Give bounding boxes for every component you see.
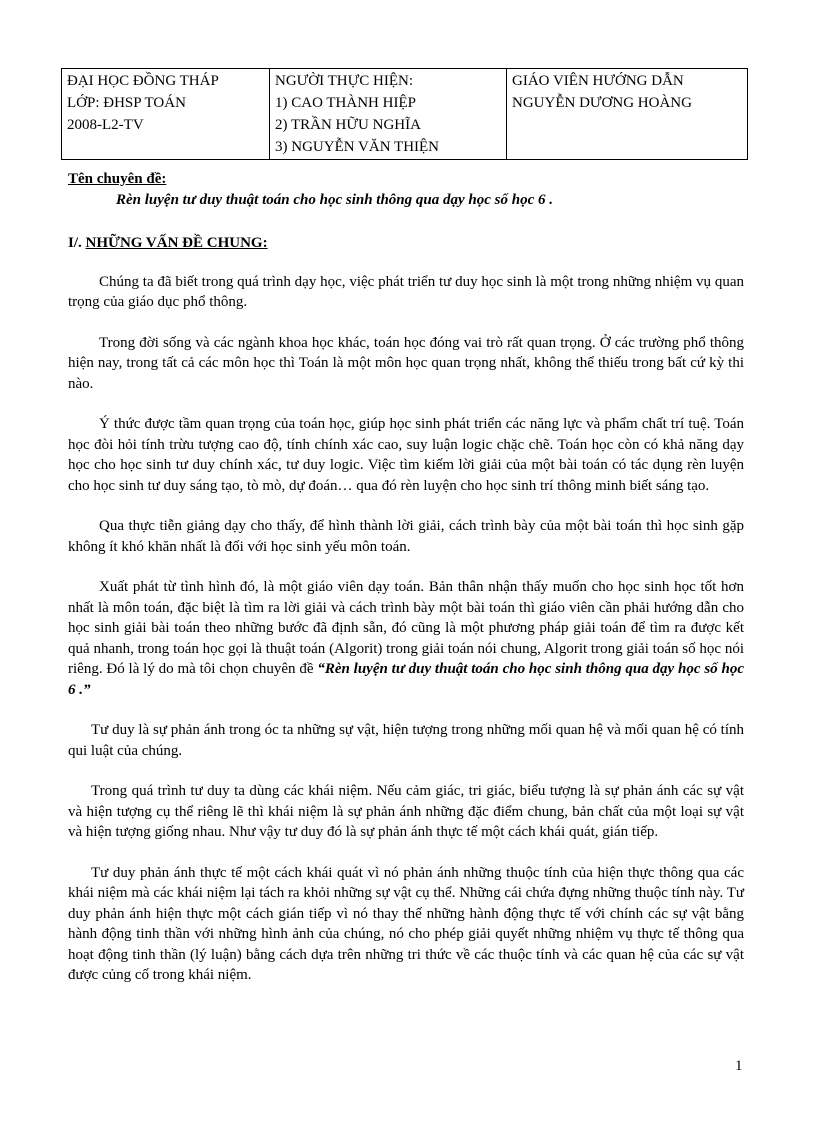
paragraph-4: Qua thực tiễn giảng dạy cho thấy, để hình thành lời giải, cách trình bày của một bài toán thì học sinh gặp không ít khó khăn nhất là đối với học sinh yếu môn toán. xyxy=(68,518,744,555)
paragraph-5-text: Xuất phát từ tình hình đó, là một giáo viên dạy toán. Bản thân nhận thấy muốn cho học sinh học tốt hơn nhất là môn toán, đặc biệt là tìm ra lời giải và cách trình bày một bài toán thì giáo viên cần phải hướng dẫn cho học sinh giải bài toán theo những bước đã định sẵn, đó cũng là một phương pháp giải toán để tìm ra được kết quả nhanh, trong toán học gọi là thuật toán (Algorit) trong giải toán nói chung, Algorit trong giải toán số học nói riêng. Đó là lý do mà tôi chọn chuyên đề xyxy=(68,579,744,677)
header-table xyxy=(61,68,748,160)
header-advisor-name: NGUYỄN DƯƠNG HOÀNG xyxy=(512,95,692,111)
paragraph-5-topic-quote: “Rèn luyện tư duy thuật toán cho học sinh thông qua dạy học số học 6 .” xyxy=(68,661,744,698)
header-author-2: 2) TRẦN HỮU NGHĨA xyxy=(275,117,421,133)
header-school-name: ĐẠI HỌC ĐỒNG THÁP xyxy=(67,73,219,89)
paragraph-1: Chúng ta đã biết trong quá trình dạy học, việc phát triển tư duy học sinh là một trong những nhiệm vụ quan trọng của giáo dục phổ thông. xyxy=(68,273,744,310)
header-school-cell xyxy=(62,69,270,160)
document-body xyxy=(68,169,744,1006)
header-author-3: 3) NGUYỄN VĂN THIỆN xyxy=(275,139,440,155)
header-class-code: 2008-L2-TV xyxy=(67,117,144,133)
paragraph-5 xyxy=(68,577,744,700)
section-title: NHỮNG VẤN ĐỀ CHUNG: xyxy=(85,235,268,251)
section-number: I/. xyxy=(68,235,86,251)
header-advisor-cell xyxy=(507,69,748,160)
topic-label: Tên chuyên đề: xyxy=(68,171,167,187)
header-authors-label: NGƯỜI THỰC HIỆN: xyxy=(275,73,413,89)
header-author-1: 1) CAO THÀNH HIỆP xyxy=(275,95,416,111)
paragraph-8: Tư duy phản ánh thực tế một cách khái quát vì nó phản ánh những thuộc tính của hiện thực thông qua các khái niệm mà các khái niệm lại tách ra khỏi những sự vật cụ thể. Những cái chứa đựng những thuộc tính này. Tư duy phản ánh hiện thực một cách gián tiếp vì nó thay thế những hành động thực tế với chính các sự vật bằng hành động tinh thần với những hình ảnh của chúng, nó cho phép giải quyết những nhiệm vụ thực tế thông qua hoạt động tinh thần (lý luận) bằng cách dựa trên những tri thức về các thuộc tính và các quan hệ của các sự vật được củng cố trong khái niệm. xyxy=(68,864,744,983)
paragraph-3: Ý thức được tầm quan trọng của toán học, giúp học sinh phát triển các năng lực và phẩm chất trí tuệ. Toán học đòi hỏi tính trừu tượng cao độ, tính chính xác cao, suy luận logic chặc chẽ. Toán học còn có khả năng dạy học cho học sinh tư duy chính xác, tư duy logic. Việc tìm kiếm lời giải của một bài toán có tác dụng rèn luyện cho học sinh tư duy sáng tạo, tò mò, dự đoán… qua đó rèn luyện cho học sinh trí thông minh biết sáng tạo. xyxy=(68,416,744,494)
paragraph-7: Trong quá trình tư duy ta dùng các khái niệm. Nếu cảm giác, tri giác, biểu tượng là sự phản ánh các sự vật và hiện tượng cụ thể riêng lẽ thì khái niệm là sự phản ánh những đặc điểm chung, bản chất của một loại sự vật và hiện tượng giống nhau. Như vậy tư duy đó là sự phản ánh thực tế một cách khái quát, gián tiếp. xyxy=(68,783,744,840)
section-heading xyxy=(68,233,744,254)
header-advisor-label: GIÁO VIÊN HƯỚNG DẪN xyxy=(512,73,684,89)
paragraph-2: Trong đời sống và các ngành khoa học khác, toán học đóng vai trò rất quan trọng. Ở các trường phổ thông hiện nay, trong tất cả các môn học thì Toán là một môn học quan trọng nhất, không thể thiếu trong bất cứ kỳ thi nào. xyxy=(68,334,744,392)
page-number: 1 xyxy=(735,1058,743,1074)
paragraph-6: Tư duy là sự phản ánh trong óc ta những sự vật, hiện tượng trong những mối quan hệ và mối quan hệ có tính qui luật của chúng. xyxy=(68,722,744,759)
header-authors-cell xyxy=(270,69,507,160)
header-class: LỚP: ĐHSP TOÁN xyxy=(67,95,186,111)
topic-title: Rèn luyện tư duy thuật toán cho học sinh thông qua dạy học số học 6 . xyxy=(116,191,553,208)
